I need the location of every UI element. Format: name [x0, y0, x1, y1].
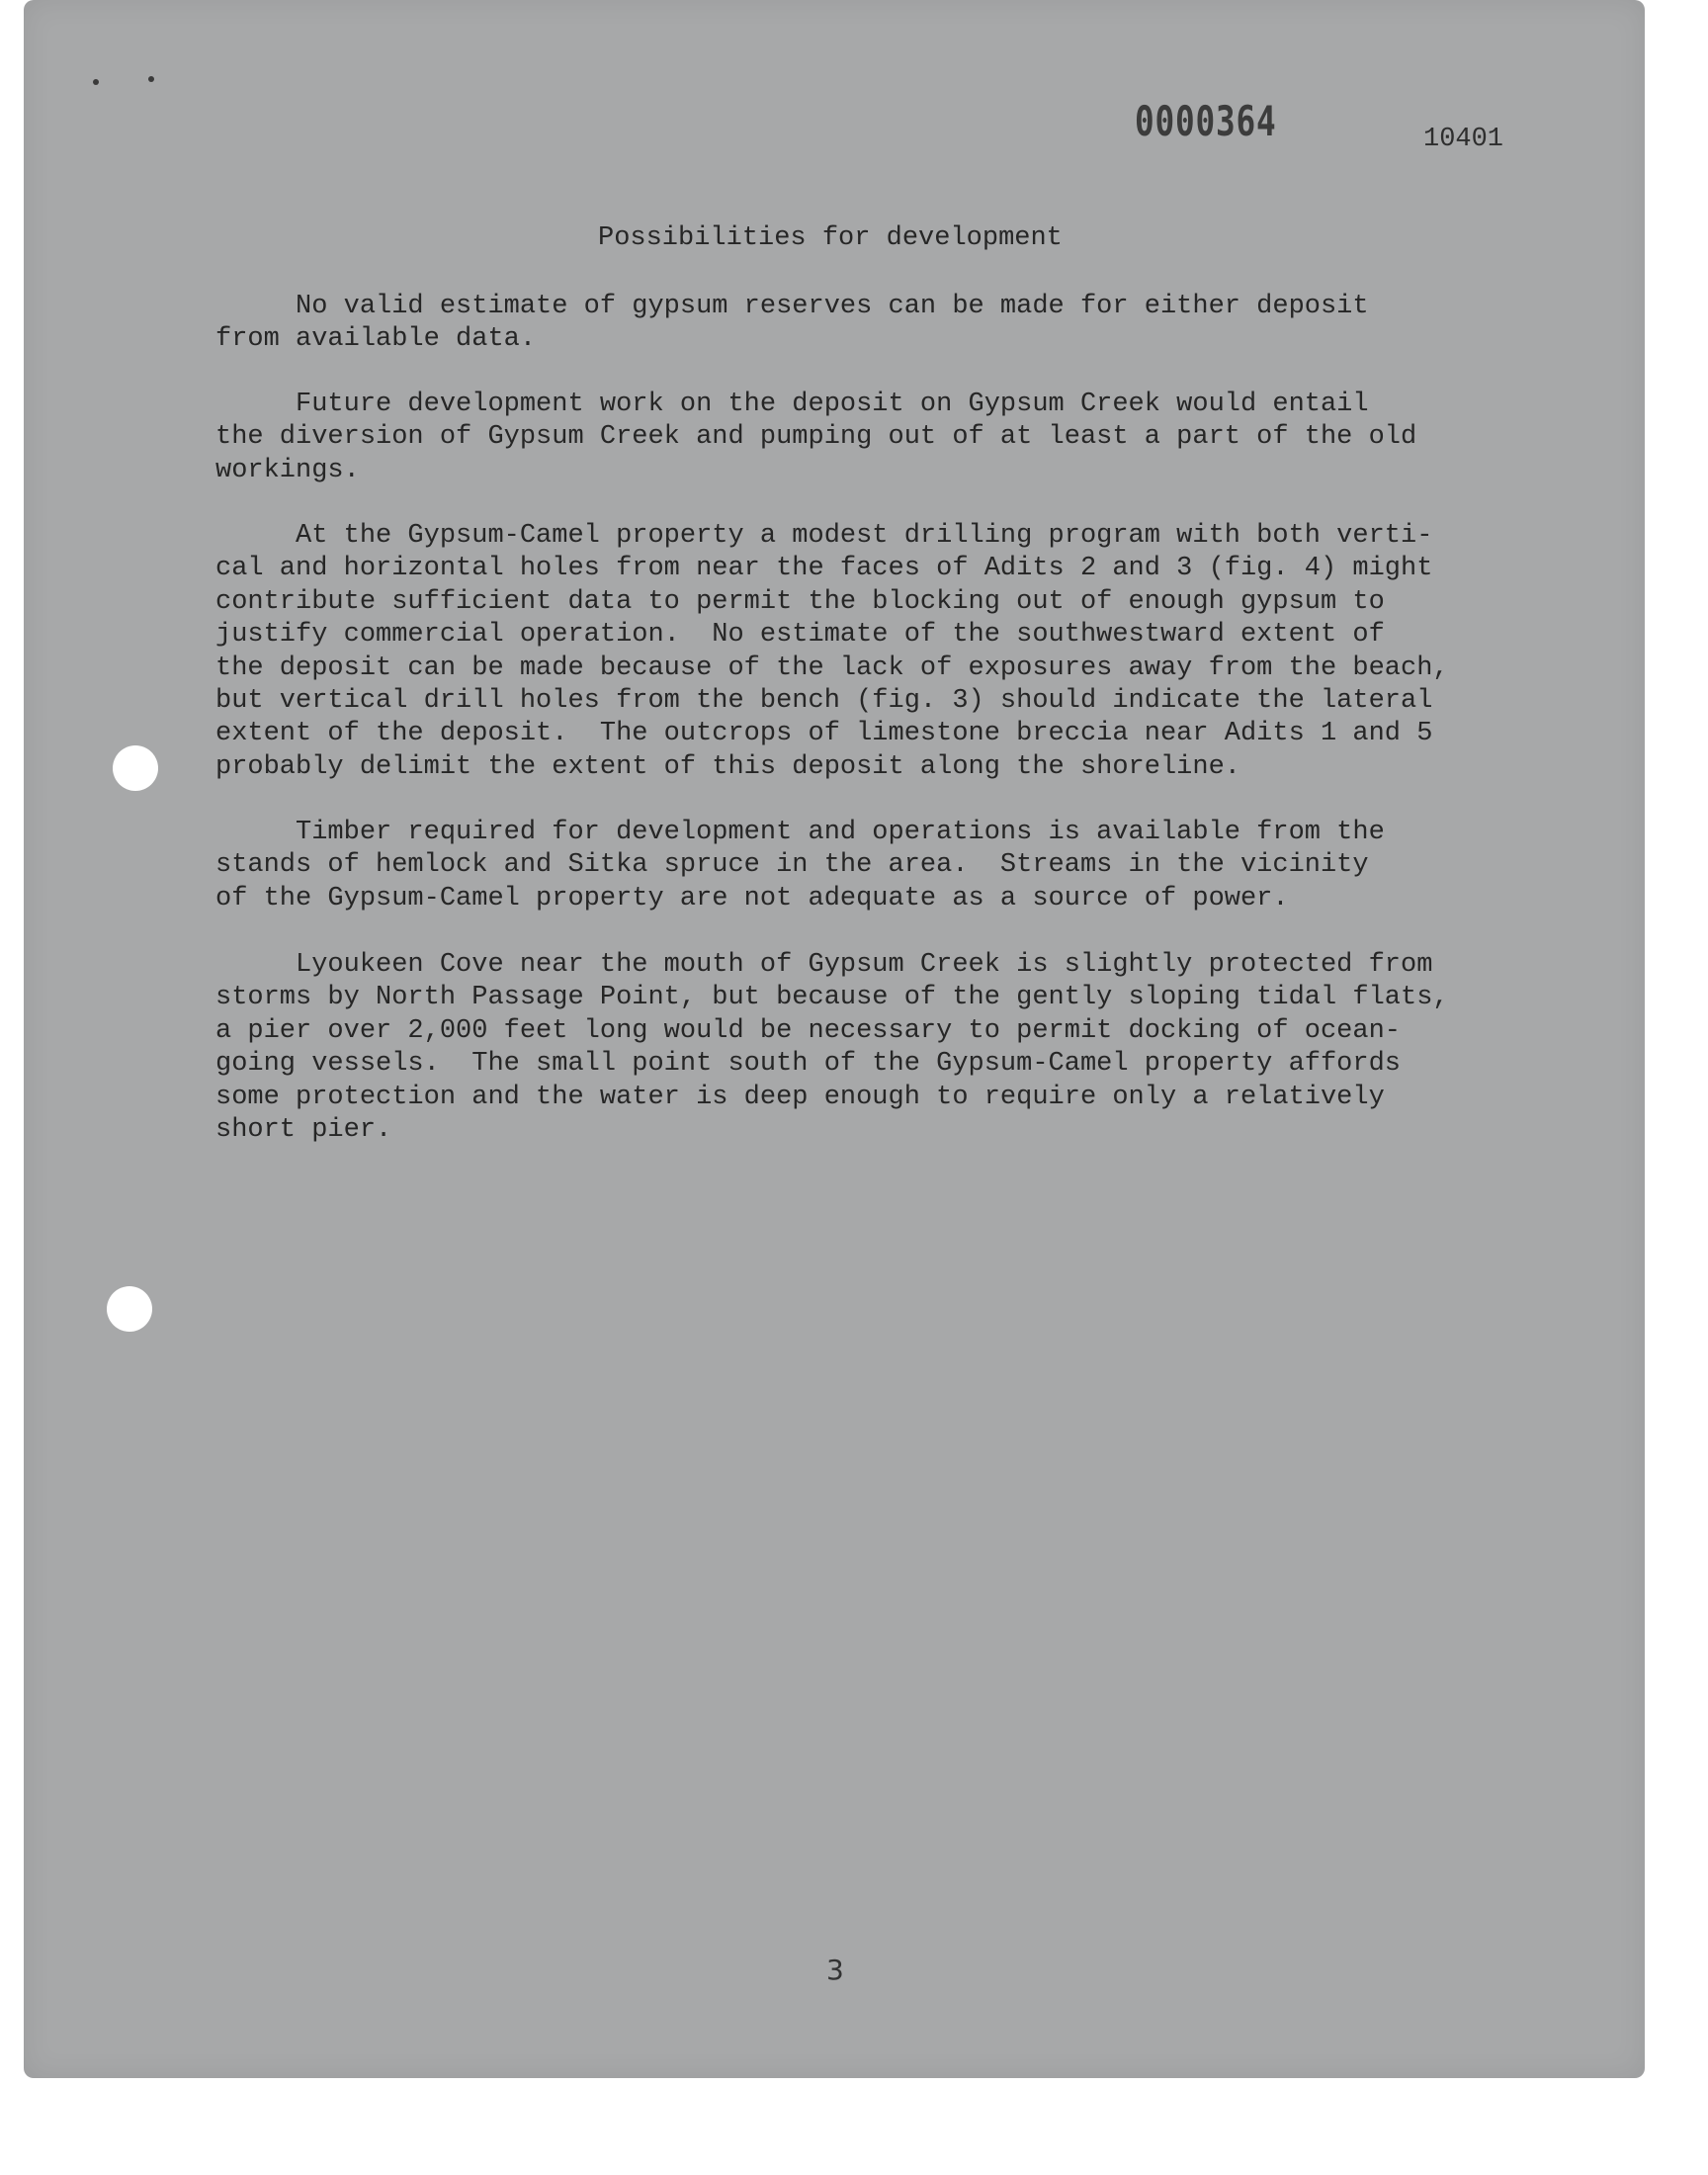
paragraph-reserves: No valid estimate of gypsum reserves can be made for either deposit from available data.: [215, 292, 1369, 355]
paragraph-gypsum-camel: At the Gypsum-Camel property a modest drilling program with both verti- cal and horizontal holes from near the faces of Adits 2 and 3 (fig. 4) might contribute sufficient data to permit the blocking out of enough gypsum to justify commercial operation. No estimate of the southwestward extent of the deposit can be made because of the lack of exposures away from the beach, but vertical drill holes from the bench (fig. 3) should indicate the lateral extent of the deposit. The outcrops of limestone breccia near Adits 1 and 5 probably delimit the extent of this deposit along the shoreline.: [215, 521, 1449, 782]
ink-speck: [93, 79, 99, 85]
section-title: Possibilities for development: [598, 223, 1063, 253]
paragraph-lyoukeen-cove: Lyoukeen Cove near the mouth of Gypsum Creek is slightly protected from storms by North Passage Point, but because of the gently sloping tidal flats, a pier over 2,000 feet long would be necessary to permit docking of ocean- going vessels. The small point south of the Gypsum-Camel property affords some protection and the water is deep enough to require only a relatively short pier.: [215, 950, 1449, 1146]
page-number: 3: [826, 1954, 844, 1986]
ink-speck: [148, 76, 154, 82]
punch-hole-lower: [107, 1286, 152, 1332]
punch-hole-upper: [113, 745, 158, 791]
paragraph-gypsum-creek: Future development work on the deposit on Gypsum Creek would entail the diversion of Gypsum Creek and pumping out of at least a part of the old workings.: [215, 390, 1417, 485]
stamp-number: 0000364: [1135, 97, 1277, 145]
document-number: 10401: [1423, 125, 1504, 154]
paragraph-timber: Timber required for development and operations is available from the stands of hemlock and Sitka spruce in the area. Streams in the vicinity of the Gypsum-Camel property are not adequate as a source of power.: [215, 818, 1385, 914]
